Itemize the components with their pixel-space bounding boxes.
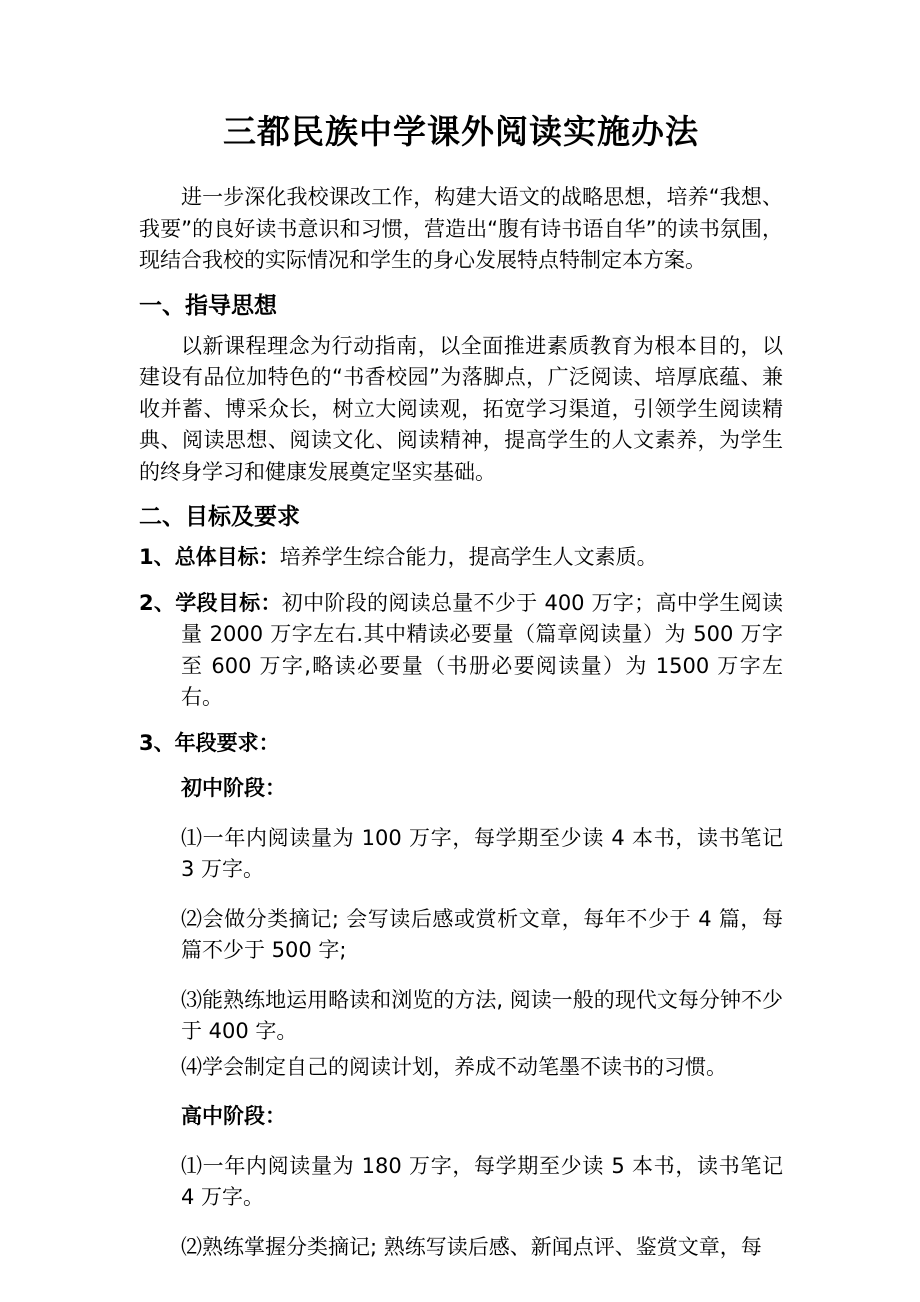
overall-goal-label: 1、总体目标：	[139, 545, 280, 569]
section-heading-goals: 二、目标及要求	[139, 504, 300, 530]
junior-stage-heading: 初中阶段：	[181, 776, 286, 800]
intro-paragraph: 进一步深化我校课改工作，构建大语文的战略思想，培养“我想、我要”的良好读书意识和习惯，营造出“腹有诗书语自华”的读书氛围，现结合我校的实际情况和学生的身心发展特点特制定本方案。	[139, 185, 783, 272]
stage-goal-text: 初中阶段的阅读总量不少于 400 万字；高中学生阅读量 2000 万字左右.其中精读必要量（篇章阅读量）为 500 万字至 600 万字,略读必要量（书册必要阅读量）为 1500 万字左右。	[181, 590, 783, 709]
overall-goal-text: 培养学生综合能力，提高学生人文素质。	[279, 545, 658, 569]
document-title: 三都民族中学课外阅读实施办法	[223, 112, 699, 151]
senior-item-1: ⑴一年内阅读量为 180 万字，每学期至少读 5 本书，读书笔记 4 万字。	[181, 1153, 783, 1209]
guiding-ideology-paragraph: 以新课程理念为行动指南，以全面推进素质教育为根本目的，以建设有品位加特色的“书香校园”为落脚点，广泛阅读、培厚底蕴、兼收并蓄、博采众长，树立大阅读观，拓宽学习渠道，引领学生阅读精典、阅读思想、阅读文化、阅读精神，提高学生的人文素养，为学生的终身学习和健康发展奠定坚实基础。	[139, 333, 783, 484]
senior-stage-heading: 高中阶段：	[181, 1104, 286, 1128]
stage-goal-item	[139, 588, 783, 714]
grade-requirements-item	[139, 728, 783, 760]
grade-requirements-label: 3、年段要求：	[139, 730, 280, 755]
junior-item-2: ⑵会做分类摘记; 会写读后感或赏析文章，每年不少于 4 篇，每篇不少于 500 字;	[181, 906, 783, 962]
document-page	[139, 108, 783, 1263]
stage-goal-label: 2、学段目标：	[139, 590, 282, 615]
senior-item-2: ⑵熟练掌握分类摘记; 熟练写读后感、新闻点评、鉴赏文章，每	[181, 1234, 762, 1259]
junior-item-4: ⑷学会制定自己的阅读计划，养成不动笔墨不读书的习惯。	[181, 1054, 727, 1079]
overall-goal-item	[139, 542, 783, 574]
section-heading-guiding-ideology: 一、指导思想	[139, 292, 277, 319]
junior-item-1: ⑴一年内阅读量为 100 万字，每学期至少读 4 本书，读书笔记 3 万字。	[181, 825, 783, 881]
junior-item-3: ⑶能熟练地运用略读和浏览的方法, 阅读一般的现代文每分钟不少于 400 字。	[181, 987, 783, 1043]
